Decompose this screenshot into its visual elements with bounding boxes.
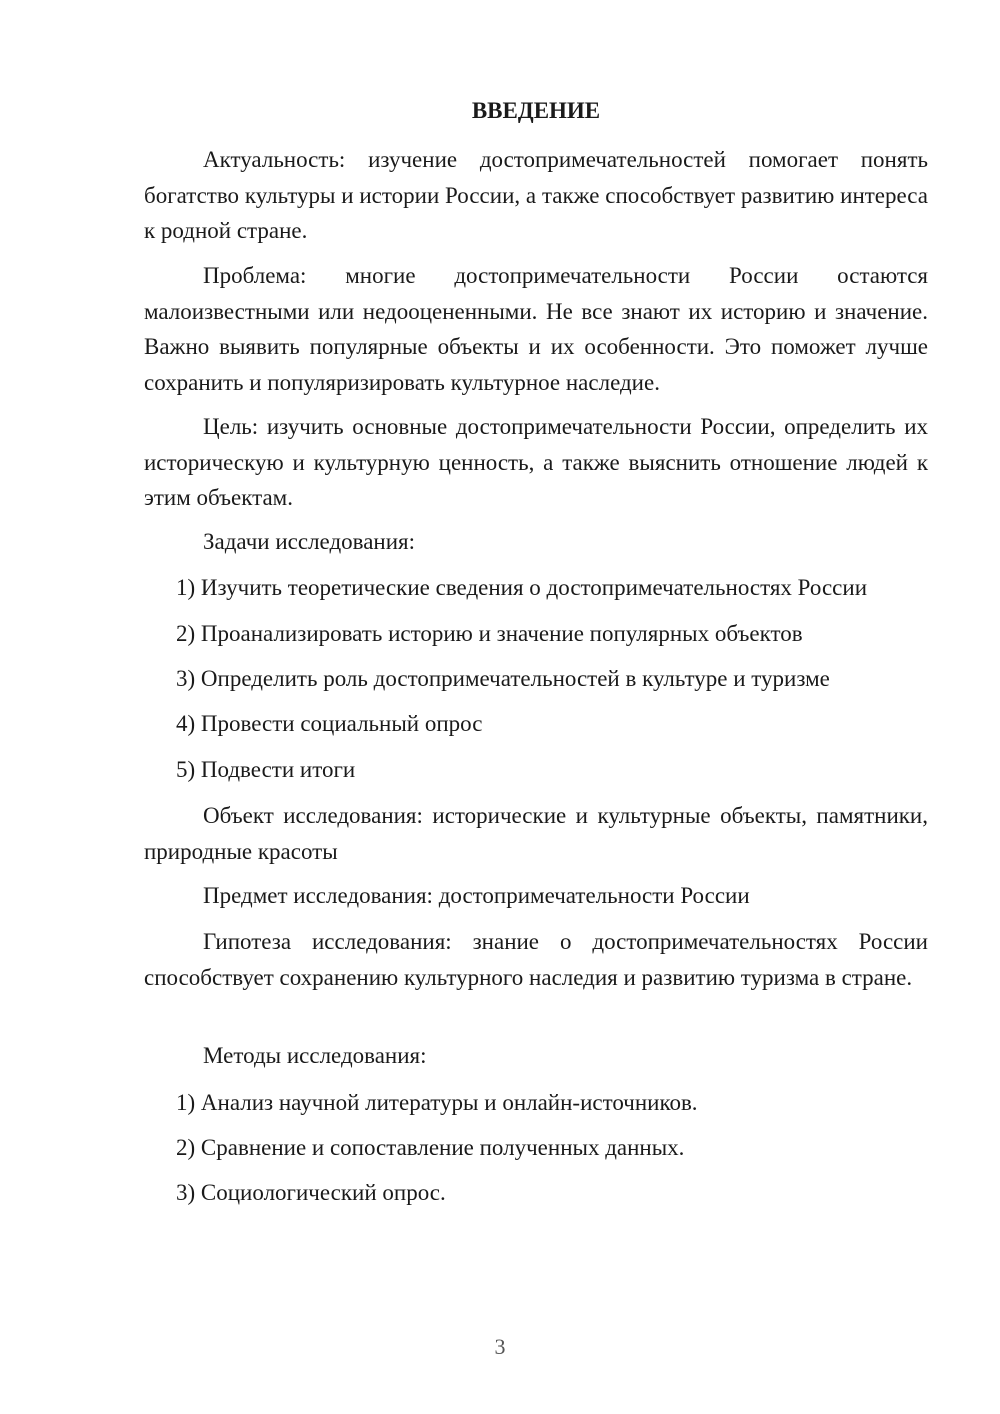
hypothesis-paragraph: Гипотеза исследования: знание о достопримечательностях России способствует сохранению культурного наследия и развитию туризма в стране. (144, 929, 928, 990)
task-item: 2) Проанализировать историю и значение популярных объектов (176, 621, 803, 646)
page-title: ВВЕДЕНИЕ (471, 98, 601, 123)
task-item: 1) Изучить теоретические сведения о достопримечательностях России (176, 575, 867, 600)
page-number: 3 (494, 1334, 506, 1359)
task-item: 4) Провести социальный опрос (176, 711, 483, 736)
problem-paragraph: Проблема: многие достопримечательности России остаются малоизвестными или недооцененными. Не все знают их историю и значение. Важно выявить популярные объекты и их особенности. Это поможет лучше сохранить и популяризировать культурное наследие. (144, 263, 928, 395)
method-item: 3) Социологический опрос. (176, 1180, 446, 1205)
task-item: 5) Подвести итоги (176, 757, 356, 782)
methods-heading: Методы исследования: (203, 1043, 427, 1068)
tasks-heading: Задачи исследования: (203, 529, 416, 554)
relevance-paragraph: Актуальность: изучение достопримечательностей помогает понять богатство культуры и истории России, а также способствует развитию интереса к родной стране. (144, 147, 928, 243)
object-paragraph: Объект исследования: исторические и культурные объекты, памятники, природные красоты (144, 803, 928, 864)
method-item: 1) Анализ научной литературы и онлайн-источников. (176, 1090, 698, 1115)
goal-paragraph: Цель: изучить основные достопримечательности России, определить их историческую и культурную ценность, а также выяснить отношение людей к этим объектам. (144, 414, 928, 510)
method-item: 2) Сравнение и сопоставление полученных данных. (176, 1135, 685, 1160)
subject-paragraph: Предмет исследования: достопримечательности России (203, 883, 750, 908)
page-content (144, 0, 928, 1414)
task-item: 3) Определить роль достопримечательностей в культуре и туризме (176, 666, 830, 691)
